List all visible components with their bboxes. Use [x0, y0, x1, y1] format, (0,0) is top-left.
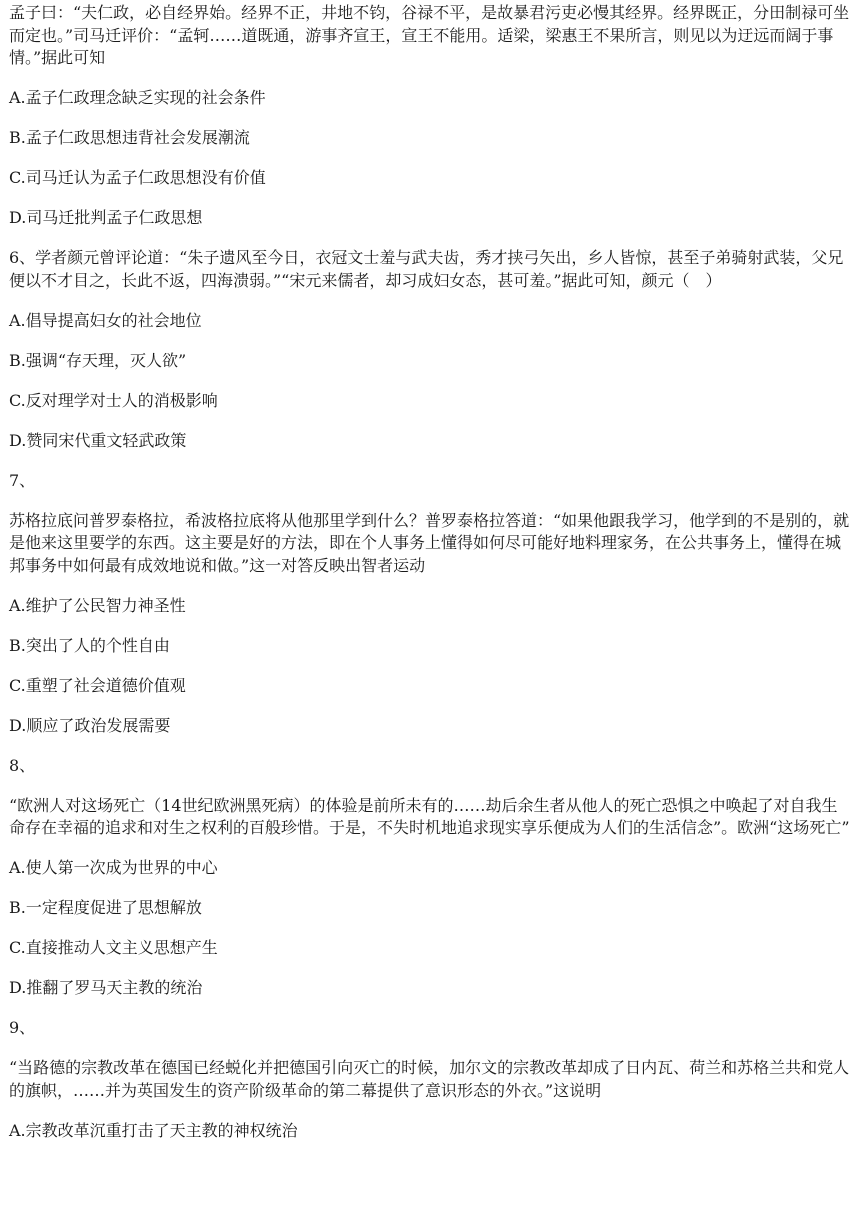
answer-option: D.顺应了政治发展需要 [9, 715, 171, 735]
answer-option: C.直接推动人文主义思想产生 [9, 938, 218, 957]
question-stem: 苏格拉底问普罗泰格拉，希波格拉底将从他那里学到什么？普罗泰格拉答道：“如果他跟我学习，他学到的不是别的，就是他来这里要学的东西。这主要是好的方法，即在个人事务上懂得如何尽可能好地料理家务，在公共事务上，懂得在城邦事务中如何最有成效地说和做。”这一对答反映出智者运动 [9, 510, 850, 575]
question-number: 9、 [9, 1018, 36, 1037]
answer-option: C.司马迁认为孟子仁政思想没有价值 [9, 168, 266, 187]
question-stem: “欧洲人对这场死亡（14世纪欧洲黑死病）的体验是前所未有的……劫后余生者从他人的死亡恐惧之中唤起了对自我生命存在幸福的追求和对生之权利的百般珍惜。于是，不失时机地追求现实享乐便成为人们的生活信念”。欧洲“这场死亡” [9, 795, 850, 837]
answer-option: D.推翻了罗马天主教的统治 [9, 978, 203, 997]
answer-option: A.宗教改革沉重打击了天主教的神权统治 [9, 1120, 298, 1140]
answer-option: B.强调“存天理，灭人欲” [9, 350, 187, 370]
answer-option: C.重塑了社会道德价值观 [9, 675, 186, 695]
answer-option: A.使人第一次成为世界的中心 [9, 858, 218, 877]
question-stem: “当路德的宗教改革在德国已经蜕化并把德国引向灭亡的时候，加尔文的宗教改革却成了日内瓦、荷兰和苏格兰共和党人的旗帜，……并为英国发生的资产阶级革命的第二幕提供了意识形态的外衣。”这说明 [9, 1058, 850, 1100]
question-stem: 6、学者颜元曾评论道：“朱子遗风至今日，衣冠文士羞与武夫齿，秀才挟弓矢出，乡人皆惊，甚至子弟骑射武装，父兄便以不才目之，长此不返，四海溃弱。”“宋元来儒者，却习成妇女态，甚可羞。”据此可知，颜元（ ） [9, 248, 844, 290]
answer-option: A.孟子仁政理念缺乏实现的社会条件 [9, 88, 266, 107]
answer-option: B.突出了人的个性自由 [9, 635, 170, 655]
question-number: 7、 [9, 470, 36, 490]
answer-option: A.维护了公民智力神圣性 [9, 595, 186, 615]
answer-option: B.孟子仁政思想违背社会发展潮流 [9, 128, 250, 147]
answer-option: D.赞同宋代重文轻武政策 [9, 430, 187, 450]
answer-option: D.司马迁批判孟子仁政思想 [9, 208, 203, 227]
answer-option: B.一定程度促进了思想解放 [9, 898, 202, 917]
question-stem: 孟子曰：“夫仁政，必自经界始。经界不正，井地不钧，谷禄不平，是故暴君污吏必慢其经界。经界既正，分田制禄可坐而定也。”司马迁评价：“孟轲……道既通，游事齐宣王，宣王不能用。适梁，梁惠王不果所言，则见以为迂远而阔于事情。”据此可知 [9, 3, 850, 67]
question-number: 8、 [9, 755, 36, 775]
answer-option: C.反对理学对士人的消极影响 [9, 390, 218, 410]
answer-option: A.倡导提高妇女的社会地位 [9, 310, 202, 330]
